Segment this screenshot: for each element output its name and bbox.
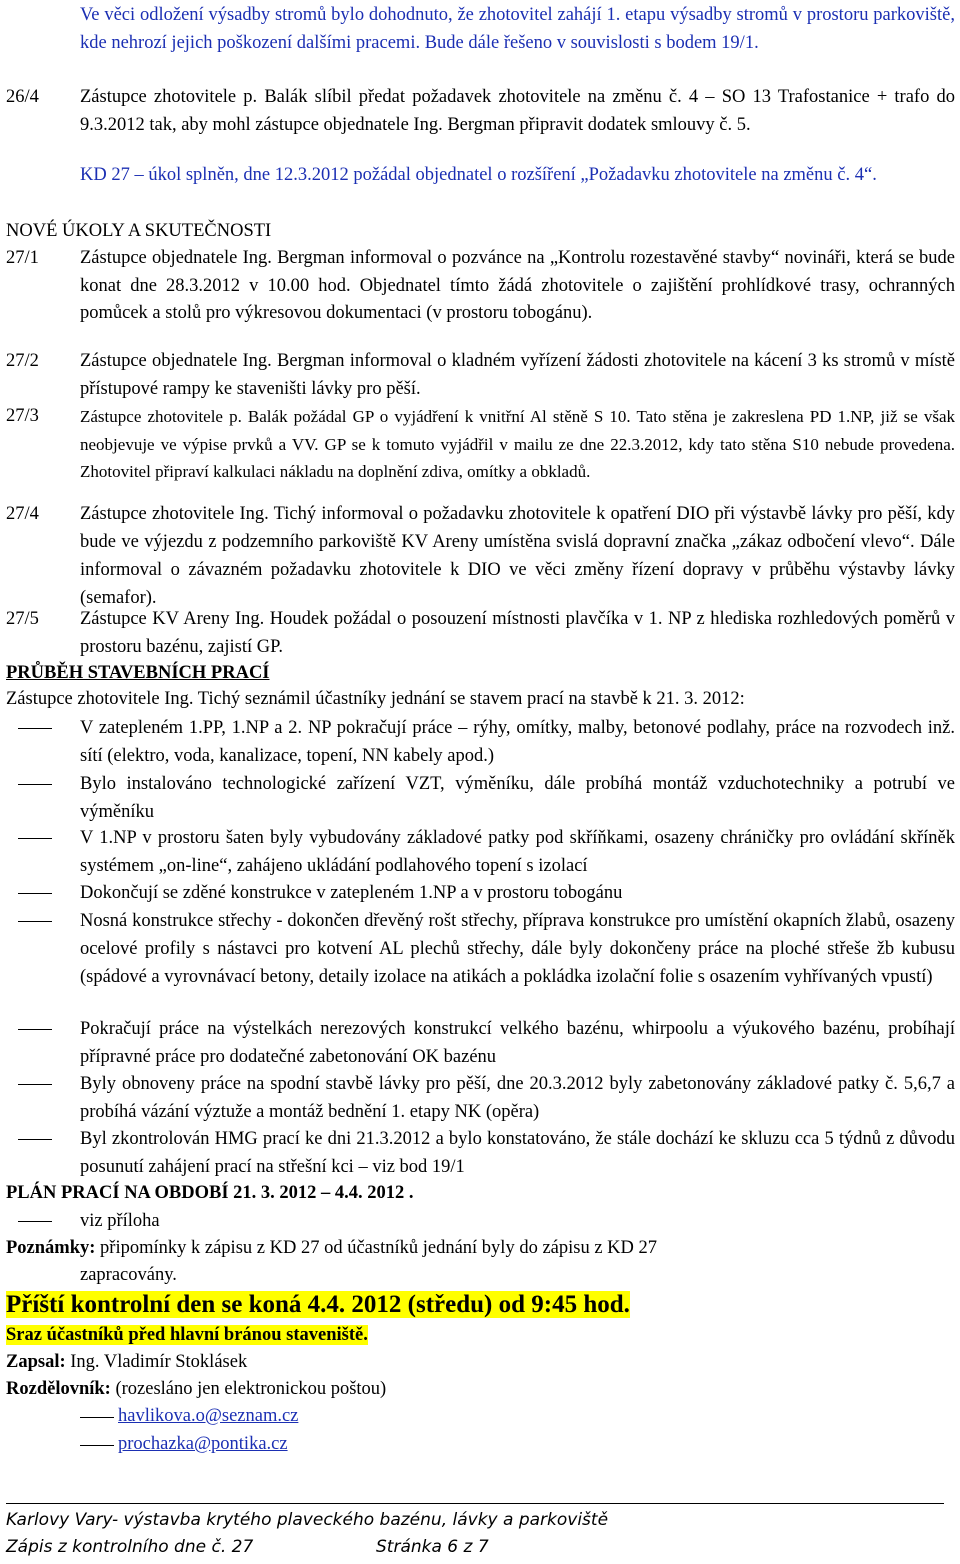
notes-text-continued: zapracovány. [80,1265,177,1285]
next-meeting-title: Příští kontrolní den se koná 4.4. 2012 (středu) od 9:45 hod. [6,1291,630,1318]
item-number: 26/4 [6,87,39,107]
bullet-dash [18,1221,52,1222]
bullet-dash [18,838,52,839]
list-item: Byly obnoveny práce na spodní stavbě lávky pro pěší, dne 20.3.2012 byly zabetonovány základové patky č. 5,6,7 a probíhá vázání výztuže a montáž bednění 1. etapy NK (opěra) [80,1074,955,1122]
footer-record: Zápis z kontrolního dne č. 27 [6,1537,254,1557]
email-item [118,1403,718,1430]
footer-title: Karlovy Vary- výstavba krytého plaveckého bazénu, lávky a parkoviště [6,1510,609,1530]
notes [6,1235,956,1262]
item-text: Zástupce zhotovitele p. Balák požádal GP o vyjádření k vnitřní Al stěně S 10. Tato stěna je zakreslena PD 1.NP, již se však neobjevuje ve výpise prvků a VV. GP se k tomuto vyjádřil v mailu ze dne 22.3.2012, kdy tato stěna S10 nebude provedena. Zhotovitel připraví kalkulaci nákladu na doplnění zdiva, omítky a obkladů. [80,407,955,481]
item-text: Zástupce zhotovitele Ing. Tichý informoval o požadavku zhotovitele k opatření DIO při výstavbě lávky pro pěší, kdy bude ve výjezdu z podzemního parkoviště KV Areny umístěna svislá dopravní značka „zákaz odbočení vlevo“. Dále informoval o závazném požadavku zhotovitele k DIO ve věci změny řízení dopravy v průběhu výstavby lávky (semafor). [80,504,955,608]
section-heading-progress: PRŮBĚH STAVEBNÍCH PRACÍ [6,663,270,683]
footer-page-number: Stránka 6 z 7 [376,1537,489,1557]
item-text: Zástupce objednatele Ing. Bergman informoval o kladném vyřízení žádosti zhotovitele na kácení 3 ks stromů v místě přístupové rampy ke staveništi lávky pro pěší. [80,351,955,399]
bullet-dash [80,1417,114,1418]
email-item [118,1431,718,1458]
notes-text: připomínky k zápisu z KD 27 od účastníků jednání byly do zápisu z KD 27 [100,1238,658,1258]
list-item: Nosná konstrukce střechy - dokončen dřevěný rošt střechy, příprava konstrukce pro umístění okapních žlabů, osazeny ocelové profily s nástavci pro kotvení AL plechů střechy, dále byly dokončeny práce na ploché střeše žb kubusu (spádové a vyrovnávací betony, detaily izolace na atikách a pokládka izolační folie s osazením vyhřívaných vpustí) [80,911,955,987]
recorded-by [6,1349,956,1376]
item-number: 27/1 [6,248,39,268]
bullet-dash [80,1445,114,1446]
section-heading-new: NOVÉ ÚKOLY A SKUTEČNOSTI [6,221,272,241]
list-item: V 1.NP v prostoru šaten byly vybudovány základové patky pod skříňkami, osazeny chráničky pro ovládání skříněk systémem „on-line“, zahájeno ukládání podlahového topení s izolací [80,828,955,876]
bullet-dash [18,728,52,729]
item-number: 27/5 [6,609,39,629]
list-item: viz příloha [80,1211,160,1231]
recorded-label: Zapsal: [6,1352,66,1372]
bullet-dash [18,1139,52,1140]
list-item: Dokončují se zděné konstrukce v zatepleném 1.NP a v prostoru tobogánu [80,883,623,903]
item-number: 27/4 [6,504,39,524]
list-item: Pokračují práce na výstelkách nerezových konstrukcí velkého bazénu, whirpoolu a výukového bazénu, probíhají přípravné práce pro dodatečné zabetonování OK bazénu [80,1019,955,1067]
list-item: Byl zkontrolován HMG prací ke dni 21.3.2012 a bylo konstatováno, že stále dochází ke skluzu cca 5 týdnů z důvodu posunutí zahájení prací na střešní kci – viz bod 19/1 [80,1129,955,1177]
list-item: V zatepleném 1.PP, 1.NP a 2. NP pokračují práce – rýhy, omítky, malby, betonové podlahy, práce na rozvodech inž. sítí (elektro, voda, kanalizace, topení, NN kabely apod.) [80,718,955,766]
section-heading-plan: PLÁN PRACÍ NA OBDOBÍ 21. 3. 2012 – 4.4. 2012 . [6,1183,414,1203]
item-number: 27/2 [6,351,39,371]
distribution [6,1376,956,1403]
bullet-dash [18,893,52,894]
item-number: 27/3 [6,406,39,426]
bullet-dash [18,1084,52,1085]
distribution-label: Rozdělovník: [6,1379,111,1399]
bullet-dash [18,921,52,922]
list-item: Bylo instalováno technologické zařízení VZT, výměníku, dále probíhá montáž vzduchotechniky a potrubí ve výměníku [80,774,955,822]
footer-divider [6,1503,944,1504]
item-note: KD 27 – úkol splněn, dne 12.3.2012 požádal objednatel o rozšíření „Požadavku zhotovitele na změnu č. 4“. [80,165,877,185]
meeting-place [6,1322,956,1348]
notes-label: Poznámky: [6,1238,96,1258]
recorded-value: Ing. Vladimír Stoklásek [70,1352,248,1372]
meeting-place-text: Sraz účastníků před hlavní bránou staveniště. [6,1325,368,1345]
email-link[interactable]: prochazka@pontika.cz [118,1434,288,1454]
item-text: Zástupce zhotovitele p. Balák slíbil předat požadavek zhotovitele na změnu č. 4 – SO 13 Trafostanice + trafo do 9.3.2012 tak, aby mohl zástupce objednatele Ing. Bergman připravit dodatek smlouvy č. 5. [80,87,955,135]
distribution-value: (rozesláno jen elektronickou poštou) [115,1379,387,1399]
progress-intro: Zástupce zhotovitele Ing. Tichý seznámil účastníky jednání se stavem prací na stavbě k 21. 3. 2012: [6,689,745,709]
bullet-dash [18,1029,52,1030]
item-text: Zástupce KV Areny Ing. Houdek požádal o posouzení místnosti plavčíka v 1. NP z hlediska rozhledových poměrů v prostoru bazénu, zajistí GP. [80,609,955,657]
item-text: Zástupce objednatele Ing. Bergman informoval o pozvánce na „Kontrolu rozestavěné stavby“ novináři, která se bude konat dne 28.3.2012 v 10.00 hod. Objednatel tímto žádá zhotovitele o zajištění prohlídkové trasy, ochranných pomůcek a stolů pro výkresovou dokumentaci (v prostoru tobogánu). [80,248,955,323]
bullet-dash [18,784,52,785]
email-link[interactable]: havlikova.o@seznam.cz [118,1406,299,1426]
next-meeting [6,1290,956,1320]
intro-paragraph: Ve věci odložení výsadby stromů bylo dohodnuto, že zhotovitel zahájí 1. etapu výsadby stromů v prostoru parkoviště, kde nehrozí jejich poškození dalšími pracemi. Bude dále řešeno v souvislosti s bodem 19/1. [80,5,955,53]
